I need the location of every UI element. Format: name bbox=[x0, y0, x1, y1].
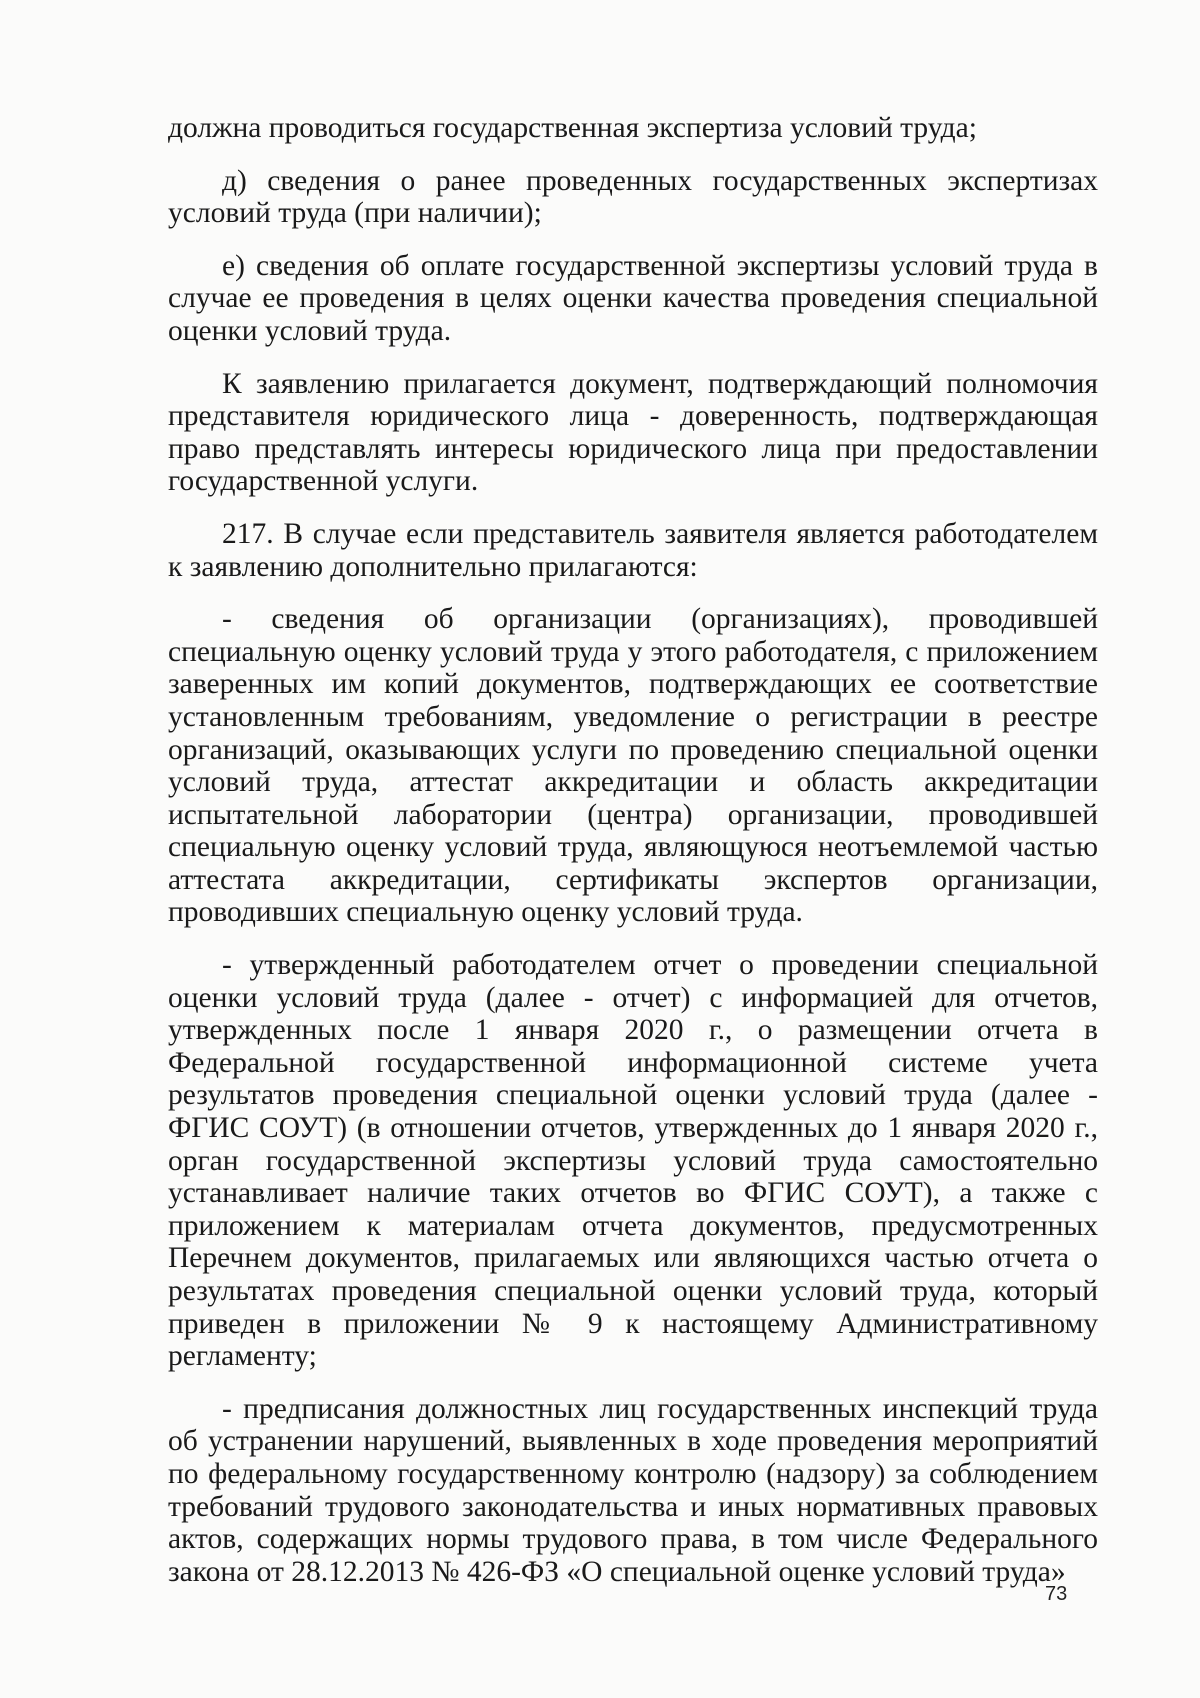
paragraph-item-e: е) сведения об оплате государственной экспертизы условий труда в случае ее проведения в целях оценки качества проведения специальной оценки условий труда. bbox=[168, 249, 1098, 347]
page-number: 73 bbox=[1045, 1583, 1068, 1605]
paragraph-bullet-organization-info: - сведения об организации (организациях), проводившей специальную оценку условий труда у этого работодателя, с приложением заверенных им копий документов, подтверждающих ее соответствие установленным требованиям, уведомление о регистрации в реестре организаций, оказывающих услуги по проведению специальной оценки условий труда, аттестат аккредитации и область аккредитации испытательной лаборатории (центра) организации, проводившей специальную оценку условий труда, являющуюся неотъемлемой частью аттестата аккредитации, сертификаты экспертов организации, проводивших специальную оценку условий труда. bbox=[168, 603, 1098, 929]
paragraph-gap bbox=[168, 929, 1098, 949]
paragraph-continuation: должна проводиться государственная экспертиза условий труда; bbox=[168, 112, 977, 144]
paragraph-bullet-approved-report: - утвержденный работодателем отчет о проведении специальной оценки условий труда (далее - отчет) с информацией для отчетов, утвержденных после 1 января 2020 г., о размещении отчета в Федеральной государственной информационной системе учета результатов проведения специальной оценки условий труда (далее - ФГИС СОУТ) (в отношении отчетов, утвержденных до 1 января 2020 г., орган государственной экспертизы условий труда самостоятельно устанавливает наличие таких отчетов во ФГИС СОУТ), а также с приложением к материалам отчета документов, предусмотренных Перечнем документов, прилагаемых или являющихся частью отчета о результатах проведения специальной оценки условий труда, который приведен в приложении № 9 к настоящему Административному регламенту; bbox=[168, 949, 1098, 1373]
paragraph-gap bbox=[168, 498, 1098, 518]
paragraph-clause-217: 217. В случае если представитель заявителя является работодателем к заявлению дополнительно прилагаются: bbox=[168, 517, 1098, 583]
paragraph-item-d: д) сведения о ранее проведенных государственных экспертизах условий труда (при наличии); bbox=[168, 164, 1098, 230]
document-body bbox=[168, 112, 1098, 1588]
paragraph-gap bbox=[168, 1373, 1098, 1393]
paragraph-attachment-note: К заявлению прилагается документ, подтверждающий полномочия представителя юридического лица - доверенность, подтверждающая право представлять интересы юридического лица при предоставлении государственной услуги. bbox=[168, 367, 1098, 498]
paragraph-bullet-inspection-orders: - предписания должностных лиц государственных инспекций труда об устранении нарушений, выявленных в ходе проведения мероприятий по федеральному государственному контролю (надзору) за соблюдением требований трудового законодательства и иных нормативных правовых актов, содержащих нормы трудового права, в том числе Федерального закона от 28.12.2013 № 426-ФЗ «О специальной оценке условий труда» bbox=[168, 1392, 1098, 1588]
paragraph-gap bbox=[168, 145, 1098, 165]
paragraph-gap bbox=[168, 348, 1098, 368]
paragraph-gap bbox=[168, 583, 1098, 603]
paragraph-gap bbox=[168, 230, 1098, 250]
